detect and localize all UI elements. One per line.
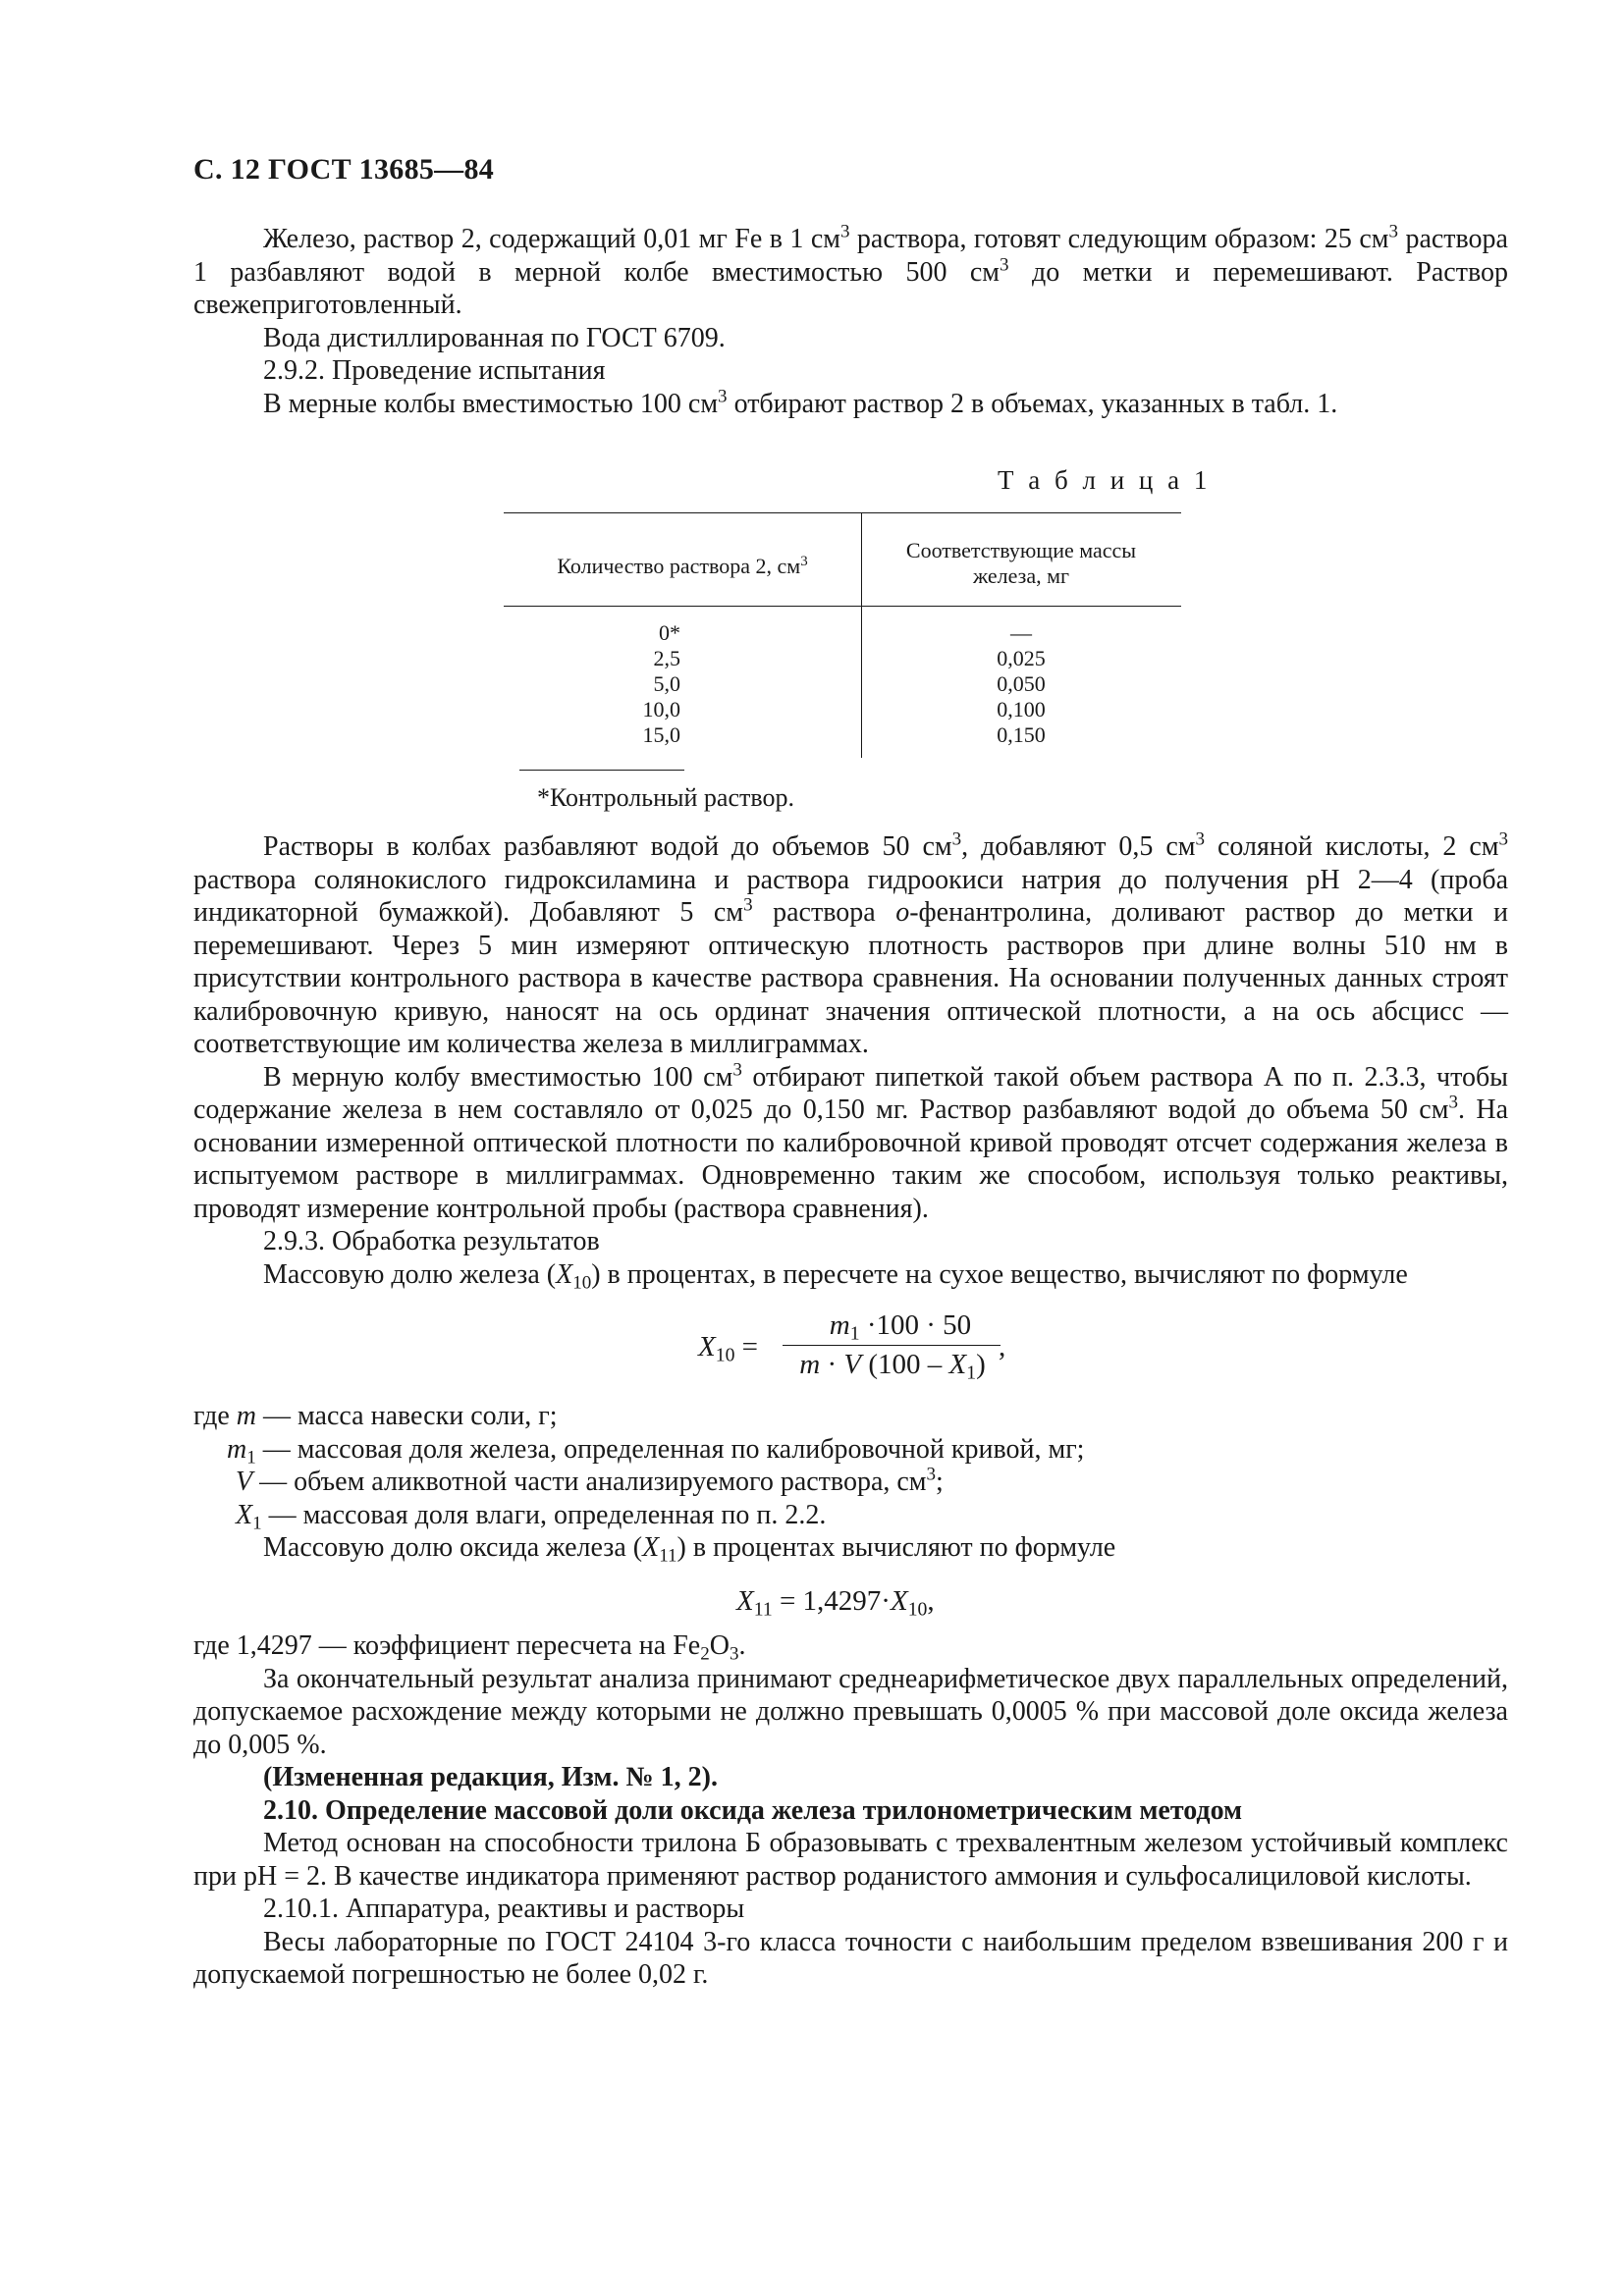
text: -фенантролина, доливают раствор до метки и перемешивают. Через 5 мин измеряют оптическую плотность растворов при длине волны 510 нм в присутствии контрольного раствора в качестве раствора сравнения. На основании полученных данных строят калибровочную кривую, наносят на ось ординат значения оптической плотности, а на ось абсцисс — соответствующие им количества железа в миллиграммах.	[193, 897, 1508, 1059]
superscript: 3	[1388, 221, 1398, 242]
section-heading: 2.9.3. Обработка результатов	[263, 1226, 600, 1256]
formula-denominator	[784, 1349, 1001, 1384]
text: отбирают пипеткой такой объем раствора А по п. 2.3.3, чтобы содержание железа в нем составляло от 0,025 до 0,150 мг. Раствор разбавляют водой до объема 50 см	[193, 1061, 1508, 1125]
table-cell-quantity: 5,0	[653, 671, 680, 696]
text: раствора, готовят следующим образом: 25 см	[849, 224, 1389, 254]
text: Массовую долю оксида железа (	[263, 1532, 643, 1563]
text: ;	[936, 1467, 944, 1497]
text: m	[227, 1433, 247, 1465]
legend-item	[193, 1499, 1508, 1532]
subscript: 1	[252, 1512, 262, 1533]
superscript: 3	[1000, 254, 1009, 276]
paragraph: Вода дистиллированная по ГОСТ 6709.	[263, 322, 726, 353]
amendment-note: (Измененная редакция, Изм. № 1, 2).	[263, 1762, 718, 1792]
text: m	[829, 1309, 850, 1341]
text: X	[236, 1499, 253, 1530]
text: )	[976, 1349, 986, 1380]
text: = 1,4297·	[772, 1585, 891, 1617]
formula-x11	[736, 1585, 935, 1621]
text: Соответствующие массы	[905, 538, 1137, 562]
text: о	[895, 897, 910, 928]
text: раствора 1 разбавляют водой в мерной колбе вместимостью 500 см	[193, 224, 1508, 288]
page-header: С. 12 ГОСТ 13685—84	[193, 153, 495, 186]
formula-comma: ,	[999, 1331, 1006, 1362]
text: — объем аликвотной части анализируемого раствора, см	[252, 1467, 927, 1497]
table-cell-quantity: 10,0	[642, 697, 680, 721]
legend-item	[193, 1433, 1508, 1467]
text: X	[556, 1258, 573, 1290]
superscript: 3	[718, 386, 728, 407]
paragraph	[193, 1061, 1508, 1226]
text: . На основании измеренной оптической плотности по калибровочной кривой проводят отсчет содержания железа в испытуемом растворе в миллиграммах. Одновременно таким же способом, используя только реактивы, проводят измерение контрольной пробы (раствора сравнения).	[193, 1095, 1508, 1224]
table-cell-mass: 0,100	[997, 697, 1046, 721]
paragraph	[193, 1629, 1508, 1663]
superscript: 3	[1498, 828, 1509, 850]
text: железа, мг	[972, 563, 1070, 588]
text-block-4	[193, 1629, 1508, 1992]
paragraph: Метод основан на способности трилона Б образовывать с трехвалентным железом устойчивый комплекс при pH = 2. В качестве индикатора применяют раствор роданистого аммония и сульфосалициловой кислоты.	[193, 1828, 1508, 1892]
text: раствора солянокислого гидроксиламина и раствора гидроокиси натрия до получения pH 2—4 (проба индикаторной бумажкой). Добавляют 5 см	[193, 864, 1508, 928]
formula-numerator	[799, 1309, 1001, 1345]
subscript: 2	[700, 1643, 710, 1665]
footnote-rule	[519, 770, 684, 771]
formula-lhs	[698, 1331, 759, 1366]
table-top-rule	[504, 512, 1181, 513]
subscript: 3	[729, 1643, 739, 1665]
superscript: 3	[1448, 1092, 1458, 1113]
text: m	[236, 1401, 256, 1431]
text: ·	[820, 1349, 844, 1380]
table-caption: Т а б л и ц а 1	[998, 465, 1212, 495]
superscript: 3	[743, 894, 753, 916]
subscript: 1	[849, 1322, 860, 1345]
superscript: 3	[800, 553, 808, 569]
text: где	[193, 1401, 237, 1431]
paragraph	[193, 830, 1508, 1061]
text: X	[698, 1331, 716, 1362]
text: , добавляют 0,5 см	[961, 831, 1196, 862]
superscript: 3	[951, 828, 962, 850]
text: ) в процентах вычисляют по формуле	[676, 1532, 1116, 1563]
paragraph: Весы лабораторные по ГОСТ 24104 3-го класса точности с наибольшим пределом взвешивания 200 г и допускаемой погрешностью не более 0,02 г.	[193, 1926, 1508, 1990]
subscript: 11	[659, 1545, 677, 1567]
table-header-mass	[861, 538, 1181, 589]
text: ) в процентах, в пересчете на сухое вещество, вычисляют по формуле	[591, 1258, 1408, 1290]
paragraph	[193, 1531, 1508, 1565]
text: (100 –	[861, 1349, 949, 1380]
superscript: 3	[926, 1464, 937, 1485]
table-cell-mass: 0,050	[997, 671, 1046, 696]
table-cell-quantity: 0*	[659, 620, 680, 645]
table-cell-mass: —	[1010, 620, 1032, 645]
paragraph	[193, 388, 1508, 421]
text: где 1,4297 — коэффициент пересчета на Fe	[193, 1630, 701, 1661]
text: X	[890, 1585, 908, 1617]
text: — масса навески соли, г;	[256, 1401, 558, 1431]
section-heading: 2.10.1. Аппаратура, реактивы и растворы	[263, 1894, 745, 1924]
paragraph: За окончательный результат анализа принимают среднеарифметическое двух параллельных определений, допускаемое расхождение между которыми не должно превышать 0,0005 % при массовой доле оксида железа до 0,005 %.	[193, 1663, 1508, 1760]
text: V	[843, 1349, 862, 1380]
text: до метки и перемешивают. Раствор свежеприготовленный.	[193, 256, 1508, 320]
table-header-quantity	[504, 554, 861, 579]
superscript: 3	[839, 221, 850, 242]
subscript: 10	[715, 1344, 735, 1366]
table-header-rule	[504, 606, 1181, 607]
subscript: 1	[966, 1362, 977, 1384]
table-cell-mass: 0,025	[997, 646, 1046, 670]
subscript: 10	[572, 1271, 592, 1293]
paragraph	[193, 223, 1508, 322]
text: ,	[927, 1585, 935, 1617]
text: O	[709, 1630, 730, 1661]
text: ·100 · 50	[859, 1309, 972, 1341]
text: Массовую долю железа (	[263, 1258, 557, 1290]
paragraph	[193, 1258, 1508, 1292]
text: Растворы в колбах разбавляют водой до объемов 50 см	[263, 831, 952, 862]
subscript: 10	[907, 1598, 928, 1621]
text: соляной кислоты, 2 см	[1205, 831, 1499, 862]
text-block-1	[193, 223, 1508, 420]
text: — массовая доля железа, определенная по калибровочной кривой, мг;	[255, 1433, 1085, 1465]
text: В мерные колбы вместимостью 100 см	[263, 388, 719, 419]
section-heading: 2.9.2. Проведение испытания	[263, 355, 606, 386]
text-block-2	[193, 830, 1508, 1291]
text: — массовая доля влаги, определенная по п. 2.2.	[261, 1499, 827, 1530]
text: В мерную колбу вместимостью 100 см	[263, 1061, 733, 1093]
text: Железо, раствор 2, содержащий 0,01 мг Fe в 1 см	[263, 224, 840, 254]
table-cell-quantity: 2,5	[653, 646, 680, 670]
legend-item	[193, 1466, 1508, 1499]
text: отбирают раствор 2 в объемах, указанных в табл. 1.	[727, 388, 1338, 419]
table-footnote: *Контрольный раствор.	[537, 783, 794, 812]
text: V	[236, 1467, 253, 1497]
text: =	[734, 1331, 759, 1362]
section-heading: 2.10. Определение массовой доли оксида железа трилонометрическим методом	[263, 1794, 1243, 1826]
text: раствора	[752, 897, 896, 928]
fraction-bar	[783, 1345, 1001, 1346]
subscript: 11	[753, 1598, 773, 1621]
text: X	[948, 1349, 967, 1380]
superscript: 3	[732, 1059, 742, 1081]
text: X	[642, 1532, 660, 1563]
subscript: 1	[246, 1446, 256, 1468]
table-cell-quantity: 15,0	[642, 722, 680, 747]
table-cell-mass: 0,150	[997, 722, 1046, 747]
formula-legend	[193, 1400, 1508, 1565]
legend-item	[193, 1400, 1508, 1433]
text: m	[799, 1349, 821, 1380]
text: X	[736, 1585, 754, 1617]
superscript: 3	[1195, 828, 1206, 850]
text: .	[738, 1630, 746, 1661]
text: Количество раствора 2, см	[557, 554, 801, 578]
